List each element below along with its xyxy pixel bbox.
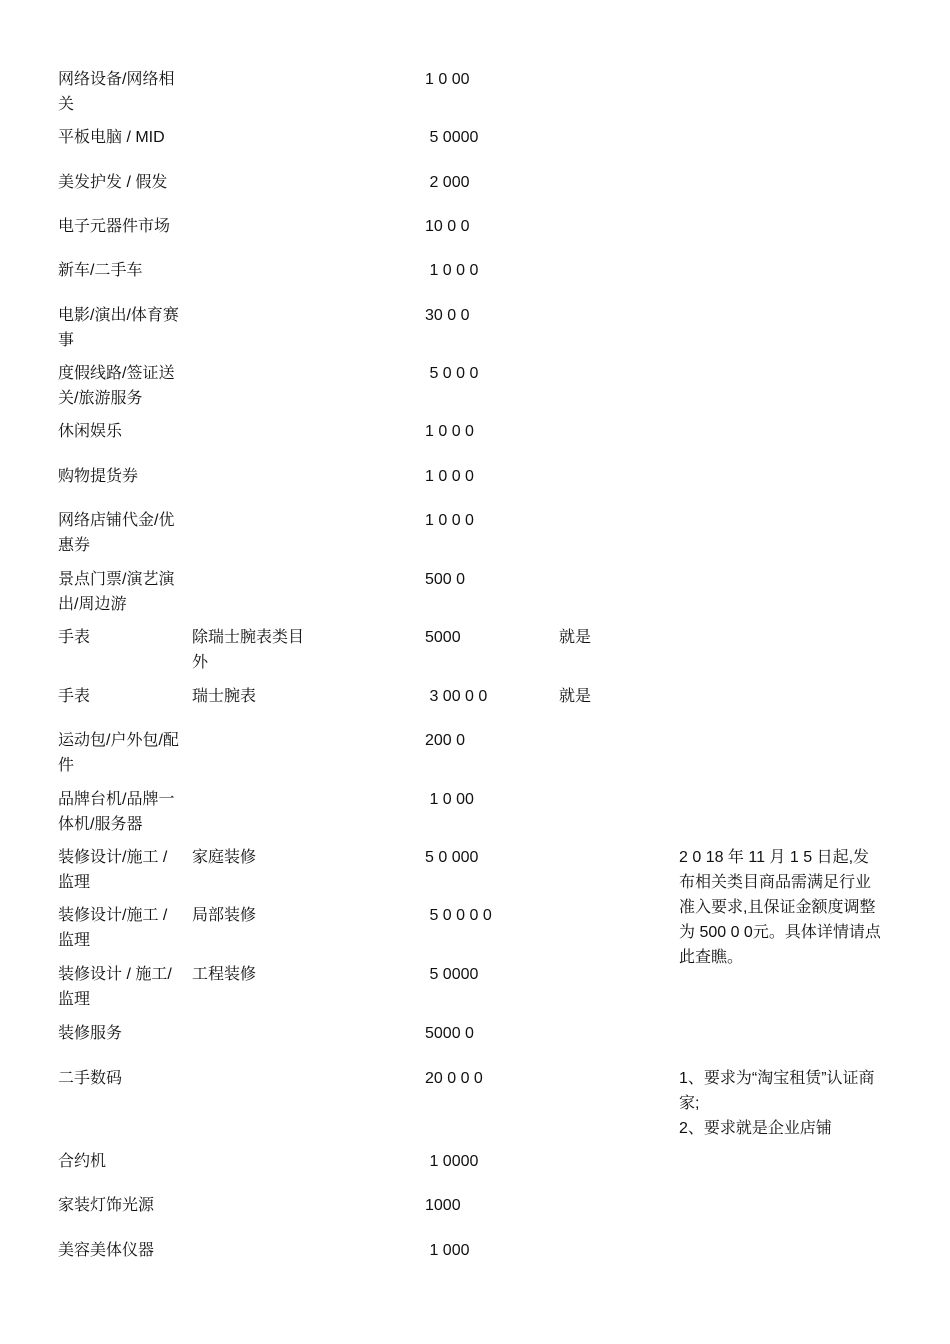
requirement-cell: 就是 bbox=[559, 629, 592, 646]
category-cell: 新车/二手车 bbox=[58, 262, 143, 279]
category-cell: 购物提货券 bbox=[58, 468, 139, 485]
category-cell: 休闲娱乐 bbox=[58, 423, 123, 440]
subcategory-cell: 工程装修 bbox=[192, 966, 257, 983]
amount-cell: 200 0 bbox=[425, 732, 466, 749]
amount-cell: 5 0 000 bbox=[425, 849, 479, 866]
renovation-note: 2 0 18 年 11 月 1 5 日起,发布相关类目商品需满足行业准入要求,且保证金额度调整为 500 0 0元。具体详情请点此查瞧。 bbox=[679, 849, 881, 966]
amount-cell: 20 0 0 0 bbox=[425, 1070, 483, 1087]
subcategory-cell: 家庭装修 bbox=[192, 849, 257, 866]
category-cell: 网络店铺代金/优惠券 bbox=[58, 512, 175, 554]
amount-cell: 1 000 bbox=[425, 1242, 470, 1259]
category-cell: 合约机 bbox=[58, 1153, 107, 1170]
category-cell: 二手数码 bbox=[58, 1070, 123, 1087]
category-cell: 平板电脑 / MID bbox=[58, 129, 165, 146]
amount-cell: 1 0 0 0 bbox=[425, 423, 474, 440]
amount-cell: 5 0000 bbox=[425, 966, 479, 983]
amount-cell: 1 0 0 0 bbox=[425, 262, 479, 279]
amount-cell: 1 0 00 bbox=[425, 71, 470, 88]
category-cell: 运动包/户外包/配件 bbox=[58, 732, 179, 774]
subcategory-cell: 除瑞士腕表类目外 bbox=[192, 629, 305, 671]
requirement-cell: 就是 bbox=[559, 688, 592, 705]
category-cell: 电影/演出/体育赛事 bbox=[58, 307, 179, 349]
amount-cell: 5 0000 bbox=[425, 129, 479, 146]
amount-cell: 5000 bbox=[425, 629, 461, 646]
amount-cell: 5000 0 bbox=[425, 1025, 474, 1042]
category-cell: 手表 bbox=[58, 629, 91, 646]
category-cell: 网络设备/网络相关 bbox=[58, 71, 175, 113]
amount-cell: 5 0 0 0 0 bbox=[425, 907, 492, 924]
category-cell: 景点门票/演艺演出/周边游 bbox=[58, 571, 175, 613]
category-cell: 电子元器件市场 bbox=[58, 218, 171, 235]
amount-cell: 500 0 bbox=[425, 571, 466, 588]
subcategory-cell: 瑞士腕表 bbox=[192, 688, 257, 705]
category-cell: 美发护发 / 假发 bbox=[58, 174, 168, 191]
amount-cell: 1 0 0 0 bbox=[425, 468, 474, 485]
secondhand-note-1: 1、要求为“淘宝租赁”认证商家; bbox=[679, 1070, 875, 1112]
category-cell: 装修设计 / 施工/ 监理 bbox=[58, 966, 177, 1008]
amount-cell: 1 0 0 0 bbox=[425, 512, 474, 529]
amount-cell: 10 0 0 bbox=[425, 218, 470, 235]
category-cell: 度假线路/签证送关/旅游服务 bbox=[58, 365, 175, 407]
amount-cell: 30 0 0 bbox=[425, 307, 470, 324]
amount-cell: 5 0 0 0 bbox=[425, 365, 479, 382]
amount-cell: 1000 bbox=[425, 1197, 461, 1214]
category-cell: 装修设计/施工 / 监理 bbox=[58, 849, 172, 891]
amount-cell: 2 000 bbox=[425, 174, 470, 191]
category-cell: 家装灯饰光源 bbox=[58, 1197, 155, 1214]
category-cell: 手表 bbox=[58, 688, 91, 705]
amount-cell: 1 0 00 bbox=[425, 791, 474, 808]
secondhand-note-2: 2、要求就是企业店铺 bbox=[679, 1120, 832, 1137]
amount-cell: 1 0000 bbox=[425, 1153, 479, 1170]
category-cell: 装修设计/施工 / 监理 bbox=[58, 907, 172, 949]
amount-cell: 3 00 0 0 bbox=[425, 688, 488, 705]
category-cell: 品牌台机/品牌一体机/服务器 bbox=[58, 791, 175, 833]
category-cell: 装修服务 bbox=[58, 1025, 123, 1042]
category-cell: 美容美体仪器 bbox=[58, 1242, 155, 1259]
subcategory-cell: 局部装修 bbox=[192, 907, 257, 924]
